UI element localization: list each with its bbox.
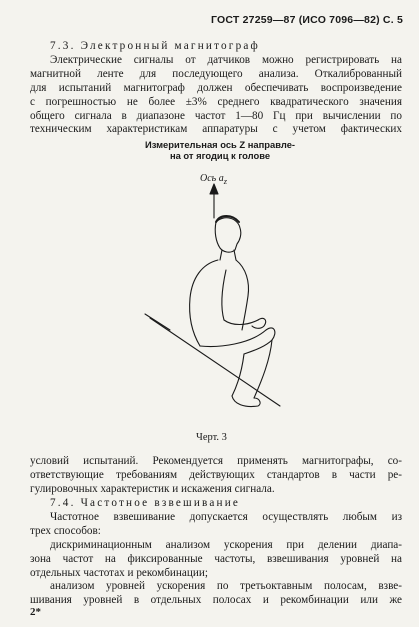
seated-person-figure (140, 170, 300, 420)
text-line: условий испытаний. Рекомендуется применять магнитографы, со- (30, 455, 402, 467)
page-mark: 2* (30, 606, 41, 618)
chest (236, 260, 249, 330)
page-header: ГОСТ 27259—87 (ИСО 7096—82) С. 5 (211, 14, 403, 26)
figure-caption: Черт. 3 (196, 432, 227, 443)
seat-line-extension (145, 314, 170, 330)
text-line: Частотное взвешивание допускается осуществлять любым из (50, 510, 402, 523)
text-line: отдельных частотах и рекомбинации; (30, 566, 208, 579)
section-7-3 (30, 40, 402, 137)
axis-label-text: Ось a (200, 173, 224, 184)
text-line: ответствующие требованиям действующих стандартов в части ре- (30, 468, 402, 481)
thigh (200, 328, 275, 354)
section-title: 7.3. Электронный магнитограф (50, 40, 261, 52)
text-line: общего сигнала в диапазоне частот 1—80 Гц при вычислении по (30, 109, 402, 122)
caption-line: Измерительная ось Z направле- (144, 139, 296, 150)
text-line: Электрические сигналы от датчиков можно регистрировать на (50, 53, 402, 66)
text-line: магнитной ленте для последующего анализа. Откалиброванный (30, 67, 402, 80)
upper-arm (222, 270, 226, 320)
axis-label-subscript: z (223, 177, 227, 186)
forearm (224, 320, 258, 325)
text-line: техническим характеристикам аппаратуры с учетом фактических (30, 123, 402, 136)
text-line: дискриминационным анализом ускорения при делении диапа- (50, 538, 402, 551)
back (190, 260, 218, 346)
section-title: 7.4. Частотное взвешивание (50, 497, 241, 509)
hand (252, 318, 266, 328)
text-line: анализом уровней ускорения по третьоктавным полосам, взве- (50, 580, 402, 593)
z-axis-arrowhead (210, 184, 218, 194)
foot (232, 396, 260, 407)
head (215, 218, 241, 252)
text-line: для испытаний магнитограф должен обеспечивать воспроизведение (30, 81, 402, 94)
seat-line (150, 318, 280, 406)
text-line: шивания уровней в отдельных полосах и рекомбинации или же (30, 594, 402, 607)
text-line: с погрешностью не более ±3% среднего квадратического значения (30, 95, 402, 108)
caption-line: на от ягодиц к голове (169, 150, 271, 161)
text-line: гулировочных характеристик и искажения сигнала. (30, 482, 275, 495)
text-line: зона частот на фиксированные частоты, взвешивания уровней на (30, 552, 402, 565)
text-line: трех способов: (30, 524, 101, 537)
section-7-4 (30, 497, 402, 608)
continuation-paragraph (30, 455, 402, 497)
figure-top-caption (140, 139, 300, 161)
